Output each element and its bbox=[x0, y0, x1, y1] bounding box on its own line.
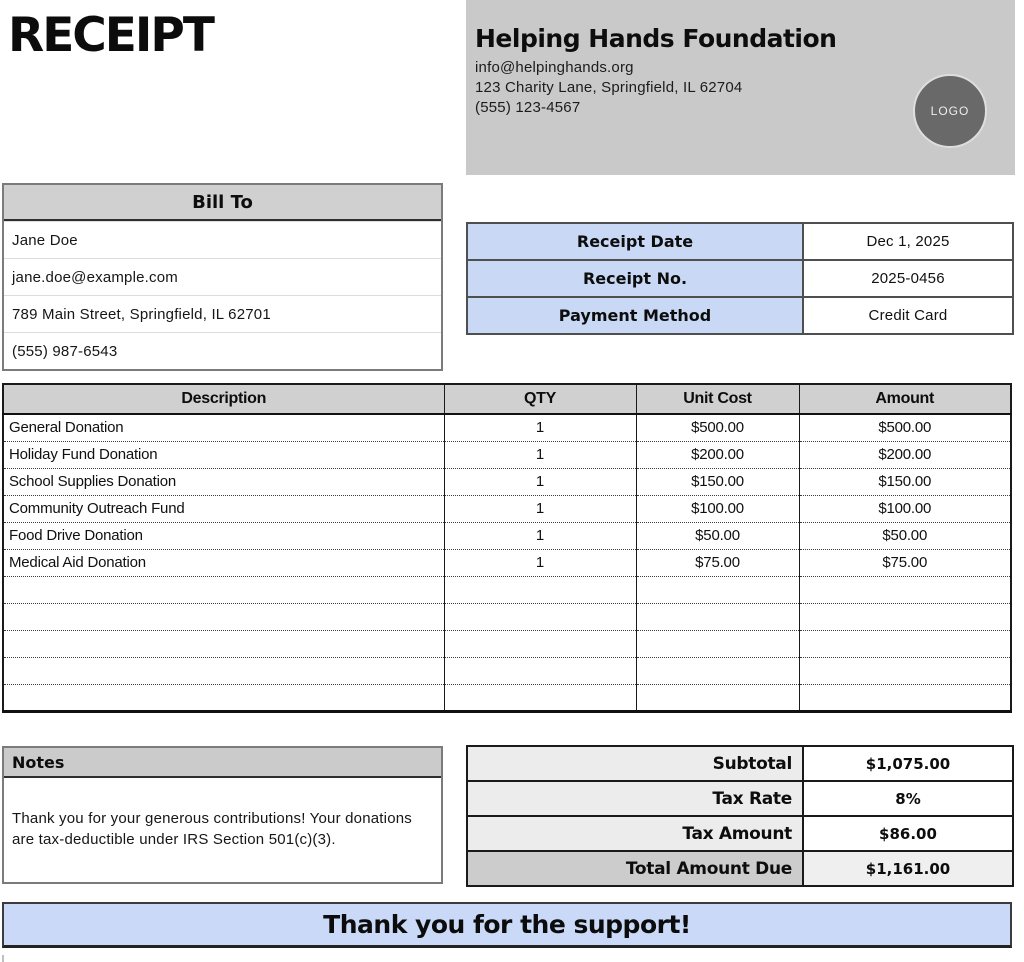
item-amount: $75.00 bbox=[799, 549, 1011, 576]
items-column-header: Description bbox=[3, 384, 444, 414]
totals-row bbox=[467, 851, 1013, 886]
item-description bbox=[3, 576, 444, 603]
bill-to-email: jane.doe@example.com bbox=[4, 258, 441, 295]
receipt-info-label: Payment Method bbox=[467, 297, 803, 334]
bill-to-phone: (555) 987-6543 bbox=[4, 332, 441, 369]
item-qty: 1 bbox=[444, 468, 636, 495]
receipt-info-value: Dec 1, 2025 bbox=[803, 223, 1013, 260]
item-qty: 1 bbox=[444, 441, 636, 468]
totals-value: $1,161.00 bbox=[803, 851, 1013, 886]
receipt-info-row bbox=[467, 297, 1013, 334]
notes-section bbox=[2, 746, 443, 884]
item-description: Community Outreach Fund bbox=[3, 495, 444, 522]
item-qty bbox=[444, 630, 636, 657]
notes-header: Notes bbox=[4, 748, 441, 778]
item-amount bbox=[799, 630, 1011, 657]
table-row bbox=[3, 468, 1011, 495]
table-row bbox=[3, 522, 1011, 549]
item-unit-cost: $500.00 bbox=[636, 414, 799, 441]
item-amount: $500.00 bbox=[799, 414, 1011, 441]
logo-label: LOGO bbox=[930, 104, 970, 118]
item-amount bbox=[799, 603, 1011, 630]
items-column-header: QTY bbox=[444, 384, 636, 414]
item-amount: $50.00 bbox=[799, 522, 1011, 549]
table-row bbox=[3, 657, 1011, 684]
item-amount: $150.00 bbox=[799, 468, 1011, 495]
items-column-header: Amount bbox=[799, 384, 1011, 414]
table-row bbox=[3, 549, 1011, 576]
item-description bbox=[3, 603, 444, 630]
receipt-info-label: Receipt Date bbox=[467, 223, 803, 260]
item-description: Medical Aid Donation bbox=[3, 549, 444, 576]
totals-label: Tax Rate bbox=[467, 781, 803, 816]
item-unit-cost: $200.00 bbox=[636, 441, 799, 468]
item-unit-cost: $50.00 bbox=[636, 522, 799, 549]
item-amount bbox=[799, 684, 1011, 711]
totals-label: Total Amount Due bbox=[467, 851, 803, 886]
item-qty bbox=[444, 576, 636, 603]
item-unit-cost: $75.00 bbox=[636, 549, 799, 576]
bill-to-address: 789 Main Street, Springfield, IL 62701 bbox=[4, 295, 441, 332]
totals-row bbox=[467, 746, 1013, 781]
item-qty: 1 bbox=[444, 549, 636, 576]
company-header bbox=[466, 0, 1015, 175]
item-qty: 1 bbox=[444, 522, 636, 549]
company-name: Helping Hands Foundation bbox=[475, 24, 837, 53]
cutoff-section-edge bbox=[2, 955, 4, 962]
receipt-info-row bbox=[467, 223, 1013, 260]
item-qty: 1 bbox=[444, 414, 636, 441]
receipt-info-value: Credit Card bbox=[803, 297, 1013, 334]
item-description: School Supplies Donation bbox=[3, 468, 444, 495]
footer-banner: Thank you for the support! bbox=[2, 902, 1012, 948]
item-unit-cost: $150.00 bbox=[636, 468, 799, 495]
item-description bbox=[3, 684, 444, 711]
items-column-header: Unit Cost bbox=[636, 384, 799, 414]
item-amount: $100.00 bbox=[799, 495, 1011, 522]
item-unit-cost bbox=[636, 603, 799, 630]
totals-value: $86.00 bbox=[803, 816, 1013, 851]
totals-value: $1,075.00 bbox=[803, 746, 1013, 781]
item-qty bbox=[444, 657, 636, 684]
table-row bbox=[3, 441, 1011, 468]
table-row bbox=[3, 603, 1011, 630]
item-unit-cost bbox=[636, 630, 799, 657]
notes-text: Thank you for your generous contributions! Your donations are tax-deductible under IRS Section 501(c)(3). bbox=[12, 810, 412, 848]
company-phone: (555) 123-4567 bbox=[475, 99, 581, 116]
item-unit-cost bbox=[636, 684, 799, 711]
item-qty: 1 bbox=[444, 495, 636, 522]
item-amount bbox=[799, 657, 1011, 684]
totals-label: Subtotal bbox=[467, 746, 803, 781]
item-unit-cost bbox=[636, 576, 799, 603]
item-description: Holiday Fund Donation bbox=[3, 441, 444, 468]
table-row bbox=[3, 684, 1011, 711]
table-row bbox=[3, 495, 1011, 522]
item-amount: $200.00 bbox=[799, 441, 1011, 468]
item-unit-cost: $100.00 bbox=[636, 495, 799, 522]
totals-label: Tax Amount bbox=[467, 816, 803, 851]
totals-row bbox=[467, 816, 1013, 851]
bill-to-header: Bill To bbox=[4, 185, 441, 221]
totals-value: 8% bbox=[803, 781, 1013, 816]
table-row bbox=[3, 414, 1011, 441]
page-title: RECEIPT bbox=[8, 8, 213, 63]
item-qty bbox=[444, 684, 636, 711]
table-row bbox=[3, 576, 1011, 603]
item-description bbox=[3, 657, 444, 684]
table-row bbox=[3, 630, 1011, 657]
receipt-info-table bbox=[466, 222, 1014, 335]
company-email: info@helpinghands.org bbox=[475, 59, 634, 76]
totals-table bbox=[466, 745, 1014, 887]
item-unit-cost bbox=[636, 657, 799, 684]
receipt-info-row bbox=[467, 260, 1013, 297]
item-description bbox=[3, 630, 444, 657]
items-header-row bbox=[3, 384, 1011, 414]
receipt-info-label: Receipt No. bbox=[467, 260, 803, 297]
logo-placeholder-icon bbox=[913, 74, 987, 148]
item-qty bbox=[444, 603, 636, 630]
item-description: General Donation bbox=[3, 414, 444, 441]
item-description: Food Drive Donation bbox=[3, 522, 444, 549]
receipt-info-value: 2025-0456 bbox=[803, 260, 1013, 297]
bill-to-section bbox=[2, 183, 443, 371]
totals-row bbox=[467, 781, 1013, 816]
item-amount bbox=[799, 576, 1011, 603]
items-table bbox=[2, 383, 1012, 713]
bill-to-name: Jane Doe bbox=[4, 221, 441, 258]
company-address: 123 Charity Lane, Springfield, IL 62704 bbox=[475, 79, 743, 96]
